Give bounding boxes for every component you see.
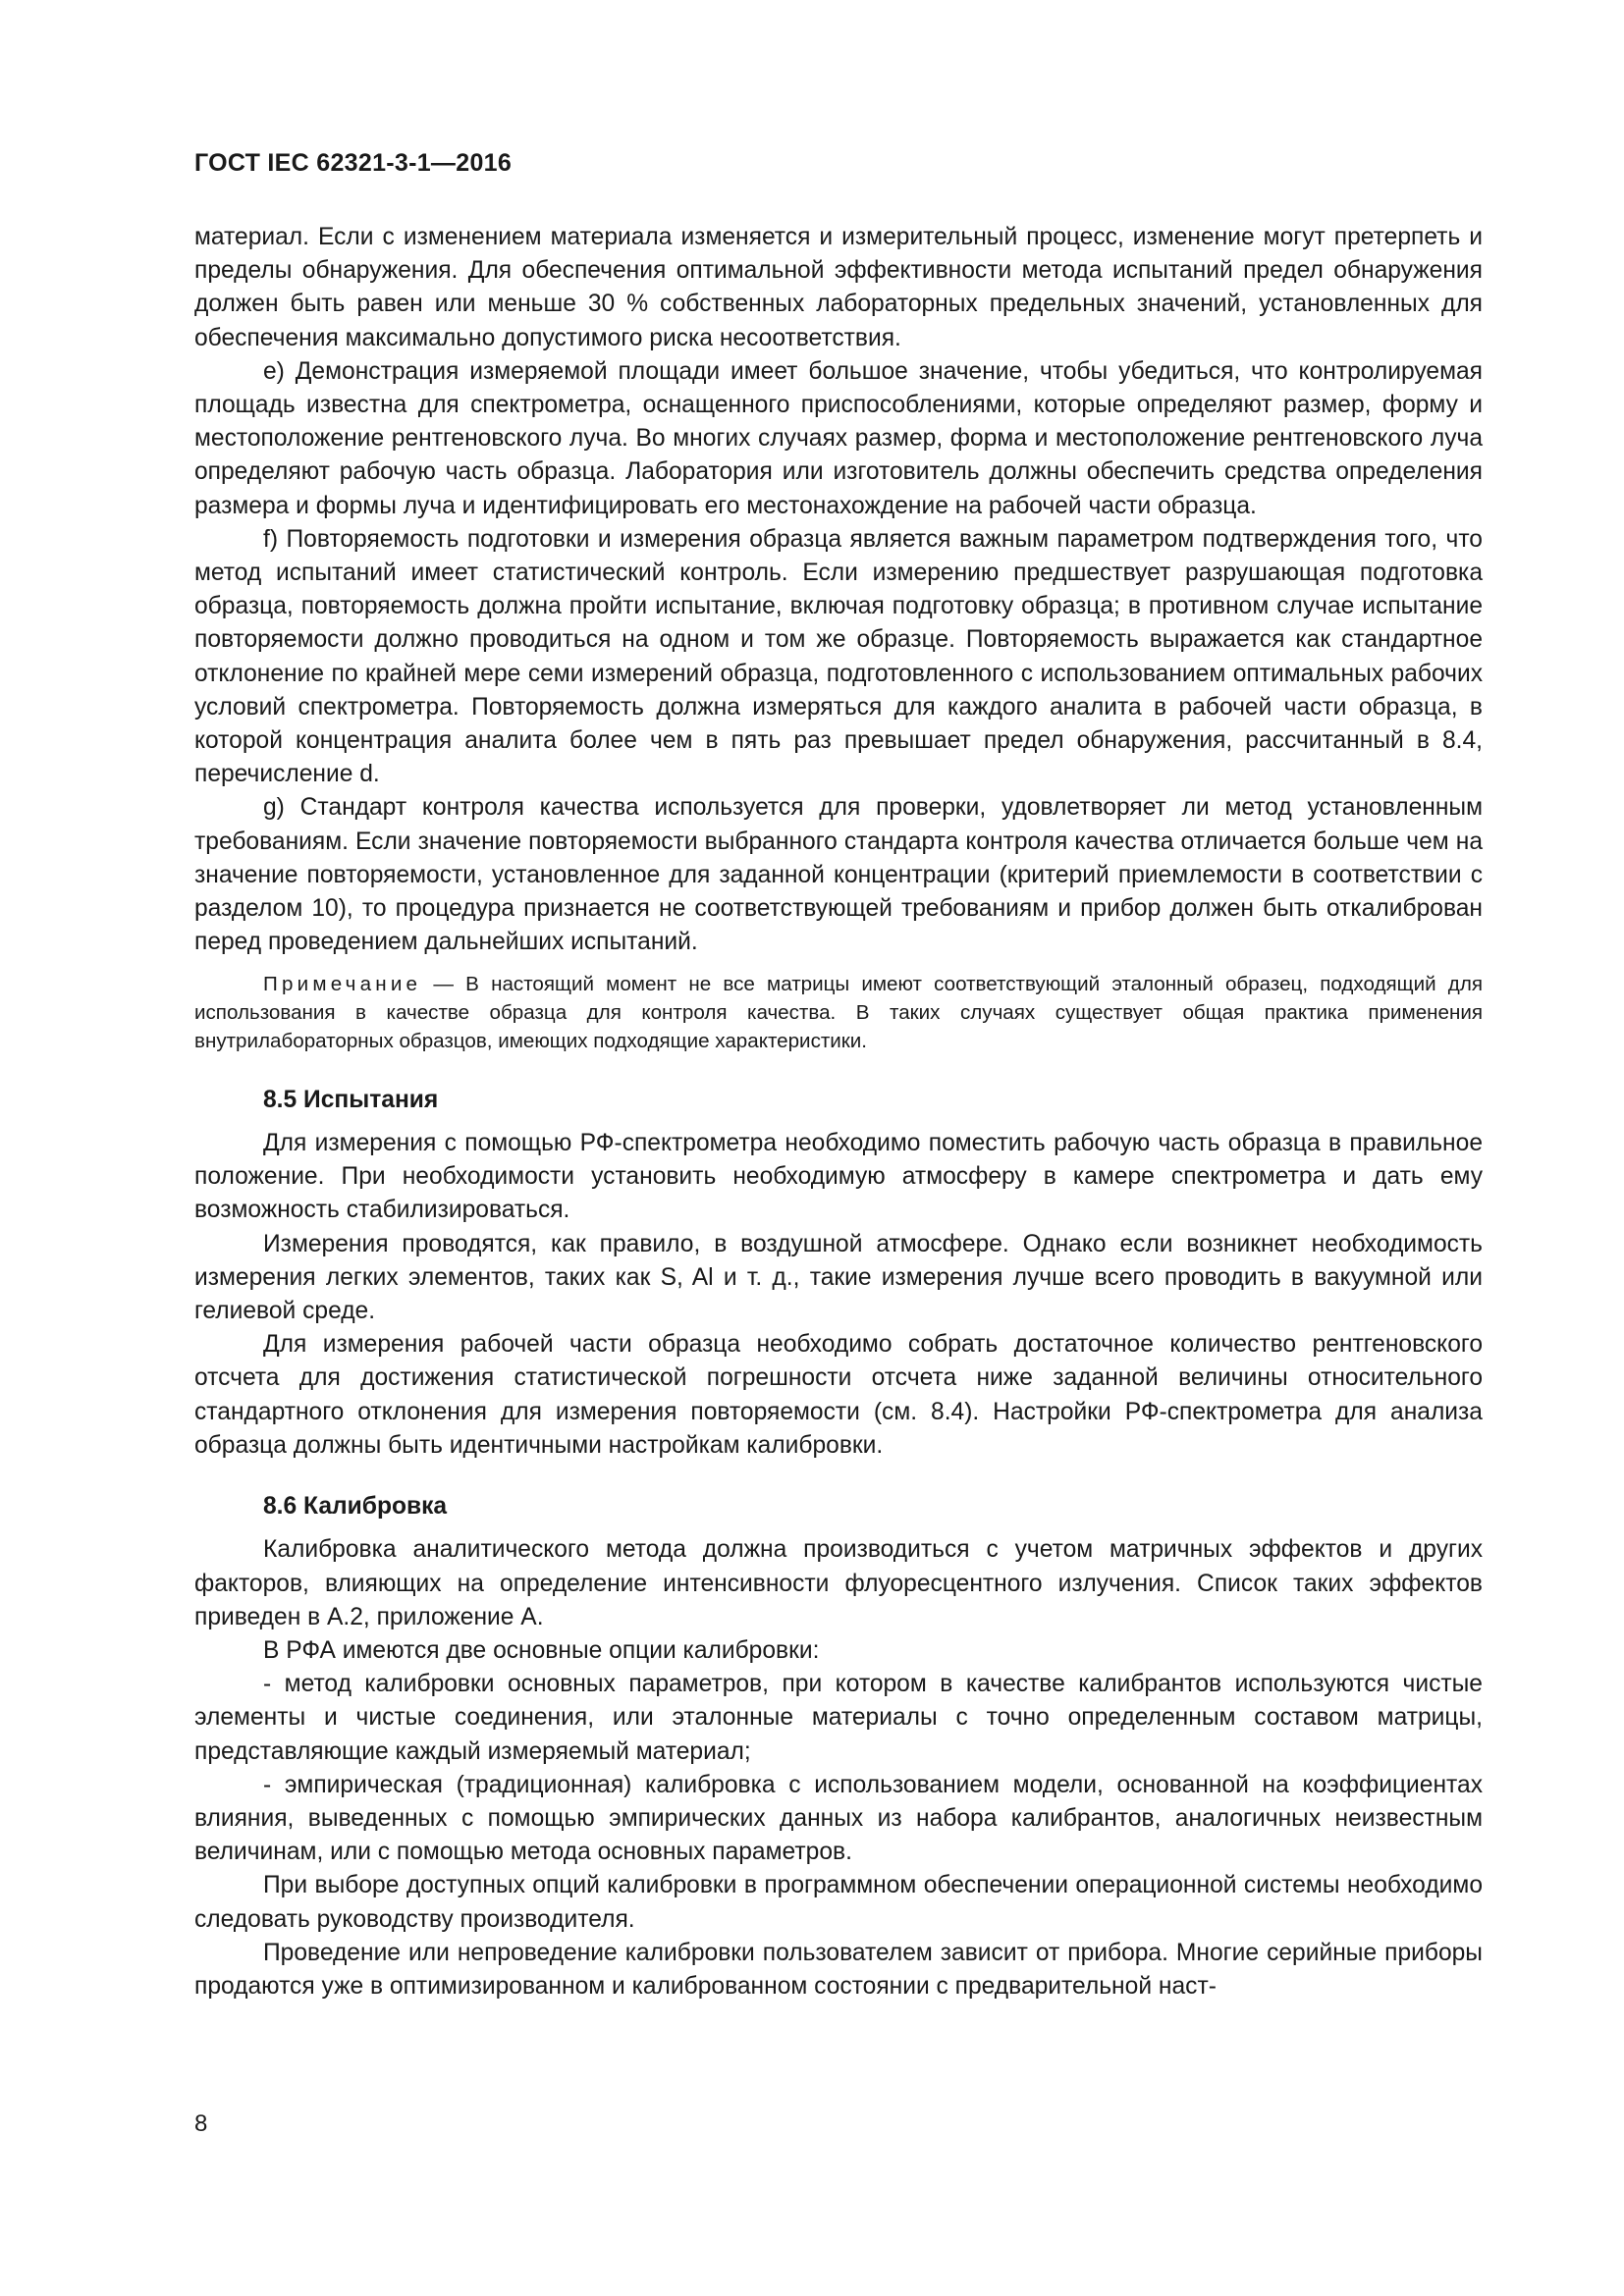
note-text: — В настоящий момент не все матрицы имеют соответствующий эталонный образец, подходящий для использования в качестве образца для контроля качества. В таких случаях существует общая практика применения внутрилабораторных образцов, имеющих подходящие характеристики. (194, 973, 1483, 1053)
list-item-g: g) Стандарт контроля качества используется для проверки, удовлетворяет ли метод установленным требованиям. Если значение повторяемости выбранного стандарта контроля качества отличается больше чем на значение повторяемости, установленное для заданной концентрации (критерий приемлемости в соответствии с разделом 10), то процедура признается не соответствующей требованиям и прибор должен быть откалиброван перед проведением дальнейших испытаний. (194, 794, 1483, 956)
section-8-5-paragraph-2: Измерения проводятся, как правило, в воздушной атмосфере. Однако если возникнет необходимость измерения легких элементов, таких как S, Al и т. д., такие измерения лучше всего проводить в вакуумной или гелиевой среде. (194, 1230, 1483, 1325)
note (194, 971, 1483, 1055)
list-item-e: е) Демонстрация измеряемой площади имеет большое значение, чтобы убедиться, что контролируемая площадь известна для спектрометра, оснащенного приспособлениями, которые определяют размер, форму и местоположение рентгеновского луча. Во многих случаях размер, форма и местоположение рентгеновского луча определяют рабочую часть образца. Лаборатория или изготовитель должны обеспечить средства определения размера и формы луча и идентифицировать его местонахождение на рабочей части образца. (194, 357, 1483, 519)
section-8-6-bullet-2: - эмпирическая (традиционная) калибровка с использованием модели, основанной на коэффициентах влияния, выведенных с помощью эмпирических данных из набора калибрантов, аналогичных неизвестным величинам, или с помощью метода основных параметров. (194, 1771, 1483, 1866)
section-8-6-paragraph-2: В РФА имеются две основные опции калибровки: (263, 1636, 820, 1664)
section-8-6-paragraph-5: При выборе доступных опций калибровки в программном обеспечении операционной системы необходимо следовать руководству производителя. (194, 1872, 1483, 1933)
document-body (194, 221, 1483, 2003)
section-8-6-paragraph-1: Калибровка аналитического метода должна производиться с учетом матричных эффектов и других факторов, влияющих на определение интенсивности флуоресцентного излучения. Список таких эффектов приведен в А.2, приложение А. (194, 1536, 1483, 1630)
section-8-5-paragraph-1: Для измерения с помощью РФ-спектрометра необходимо поместить рабочую часть образца в правильное положение. При необходимости установить необходимую атмосферу в камере спектрометра и дать ему возможность стабилизироваться. (194, 1130, 1483, 1224)
list-item-f: f) Повторяемость подготовки и измерения образца является важным параметром подтверждения того, что метод испытаний имеет статистический контроль. Если измерению предшествует разрушающая подготовка образца, повторяемость должна пройти испытание, включая подготовку образца; в противном случае испытание повторяемости должно проводиться на одном и том же образце. Повторяемость выражается как стандартное отклонение по крайней мере семи измерений образца, подготовленного с использованием оптимальных рабочих условий спектрометра. Повторяемость должна измеряться для каждого аналита в рабочей части образца, в которой концентрация аналита более чем в пять раз превышает предел обнаружения, рассчитанный в 8.4, перечисление d. (194, 525, 1483, 788)
note-label: Примечание (263, 973, 422, 996)
section-8-6-bullet-1: - метод калибровки основных параметров, при котором в качестве калибрантов используются чистые элементы и чистые соединения, или эталонные материалы с точно определенным составом матрицы, представляющие каждый измеряемый материал; (194, 1671, 1483, 1765)
section-heading-8-5: 8.5 Испытания (263, 1086, 439, 1113)
section-heading-8-6: 8.6 Калибровка (263, 1493, 448, 1521)
section-8-5-paragraph-3: Для измерения рабочей части образца необходимо собрать достаточное количество рентгеновского отсчета для достижения статистической погрешности отсчета ниже заданной величины относительного стандартного отклонения для измерения повторяемости (см. 8.4). Настройки РФ-спектрометра для анализа образца должны быть идентичными настройкам калибровки. (194, 1331, 1483, 1459)
section-8-6-paragraph-6: Проведение или непроведение калибровки пользователем зависит от прибора. Многие серийные приборы продаются уже в оптимизированном и калиброванном состоянии с предварительной наст- (194, 1939, 1483, 2000)
page-number: 8 (194, 2110, 208, 2137)
document-header-title: ГОСТ IEC 62321-3-1—2016 (194, 149, 513, 177)
paragraph-continuation: материал. Если с изменением материала изменяется и измерительный процесс, изменение могут претерпеть и пределы обнаружения. Для обеспечения оптимальной эффективности метода испытаний предел обнаружения должен быть равен или меньше 30 % собственных лабораторных предельных значений, установленных для обеспечения максимально допустимого риска несоответствия. (194, 224, 1483, 351)
